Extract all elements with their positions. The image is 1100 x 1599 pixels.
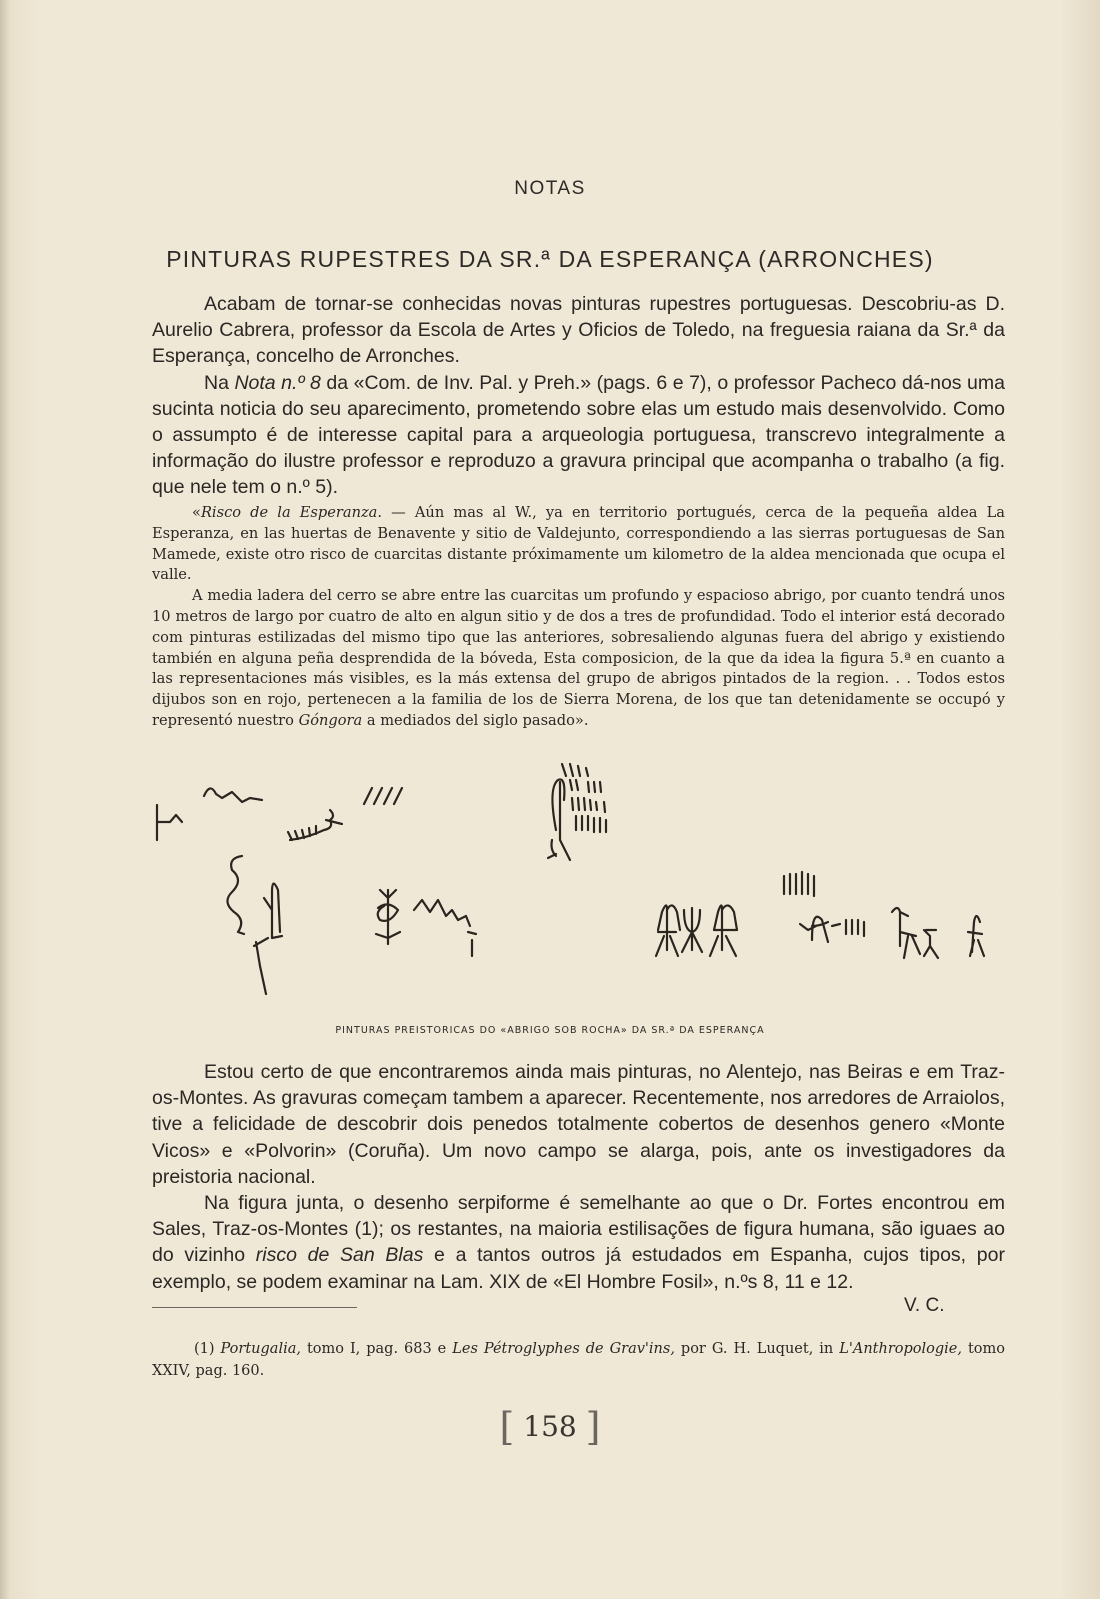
petroglyph-group-left	[157, 788, 342, 994]
page-number: [ 158 ]	[499, 1405, 601, 1449]
petroglyph-group-center	[364, 788, 476, 956]
quotation	[152, 503, 1005, 732]
figure-caption: PINTURAS PREISTORICAS DO «ABRIGO SOB ROCHA» DA SR.ª DA ESPERANÇA	[335, 1025, 765, 1036]
rock-paintings-figure	[152, 760, 1005, 1010]
quote-paragraph-2: A media ladera del cerro se abre entre las cuarcitas um profundo y espacioso abrigo, por cuanto tendrá unos 10 metros de largo por cuatro de alto en algun sitio y de dos a tres de profundidad. Todo el interior está decorado com pinturas estilizadas del mismo tipo que las anteriores, sobresaliendo algunas fuera del abrigo y existiendo también en alguna peña desprendida de la bóveda, Esta composicion, de la que da idea la figura 5.ª en cuanto a las representaciones más visibles, es la más extensa del grupo de abrigos pintados de la region. . . Todos estos dijubos son en rojo, pertenecen a la familia de los de Sierra Morena, de los que tan detenidamente se occupó y representó nuestro Góngora a mediados del siglo pasado».	[152, 587, 1005, 729]
bracket-left: [	[499, 1405, 515, 1449]
running-head: NOTAS	[514, 178, 586, 199]
article-title: PINTURAS RUPESTRES DA SR.ª DA ESPERANÇA (ARRONCHES)	[166, 246, 934, 272]
footnote-rule	[152, 1307, 357, 1308]
paragraph-3: Estou certo de que encontraremos ainda mais pinturas, no Alentejo, nas Beiras e em Traz-os-Montes. As gravuras começam tambem a aparecer. Recentemente, nos arredores de Arraiolos, tive a felicidade de descobrir dois penedos totalmente cobertos de desenhos genero «Monte Vicos» e «Polvorin» (Coruña). Um novo campo se alarga, pois, ante os investigadores da preistoria nacional.	[152, 1061, 1005, 1188]
paragraph-2: Na Nota n.º 8 da «Com. de Inv. Pal. y Preh.» (pags. 6 e 7), o professor Pacheco dá-nos uma sucinta noticia do seu aparecimento, prometendo sobre elas um estudo mais desenvolvido. Como o assumpto é de interesse capital para a arqueologia portuguesa, transcrevo integralmente a informação do ilustre professor e reproduzo a gravura principal que acompanha o trabalho (a fig. que nele tem o n.º 5).	[152, 371, 1005, 499]
bracket-right: ]	[585, 1405, 601, 1449]
footnote: (1) Portugalia, tomo I, pag. 683 e Les Pétroglyphes de Grav'ins, por G. H. Luquet, in L'Anthropologie, tomo XXIV, pag. 160.	[152, 1341, 1005, 1379]
closing-text	[152, 1059, 1005, 1295]
quote-paragraph-1: «Risco de la Esperanza. — Aún mas al W., ya en territorio portugués, cerca de la pequeña aldea La Esperanza, en las huertas de Benavente y sitio de Valdejunto, correspondiendo a las sierras portuguesas de San Mamede, existe otro risco de cuarcitas distante próximamente um kilometro de la aldea mencionada que ocupa el valle.	[152, 504, 1006, 584]
paragraph-4: Na figura junta, o desenho serpiforme é semelhante ao que o Dr. Fortes encontrou em Sales, Traz-os-Montes (1); os restantes, na maioria estilisações de figura humana, são iguaes ao do vizinho risco de San Blas e a tantos outros já estudados em Espanha, cujos tipos, por exemplo, se podem examinar na Lam. XIX de «El Hombre Fosil», n.ºs 8, 11 e 12.	[152, 1192, 1005, 1293]
paragraph-1: Acabam de tornar-se conhecidas novas pinturas rupestres portuguesas. Descobriu-as D. Aurelio Cabrera, professor da Escola de Artes y Oficios de Toledo, na freguesia raiana da Sr.ª da Esperança, concelho de Arronches.	[152, 293, 1005, 368]
page-edge	[0, 0, 10, 1599]
petroglyph-group-right	[656, 872, 984, 958]
petroglyph-group-upper	[548, 764, 606, 860]
author-signature: V. C.	[904, 1295, 945, 1316]
intro-text	[152, 291, 1005, 501]
